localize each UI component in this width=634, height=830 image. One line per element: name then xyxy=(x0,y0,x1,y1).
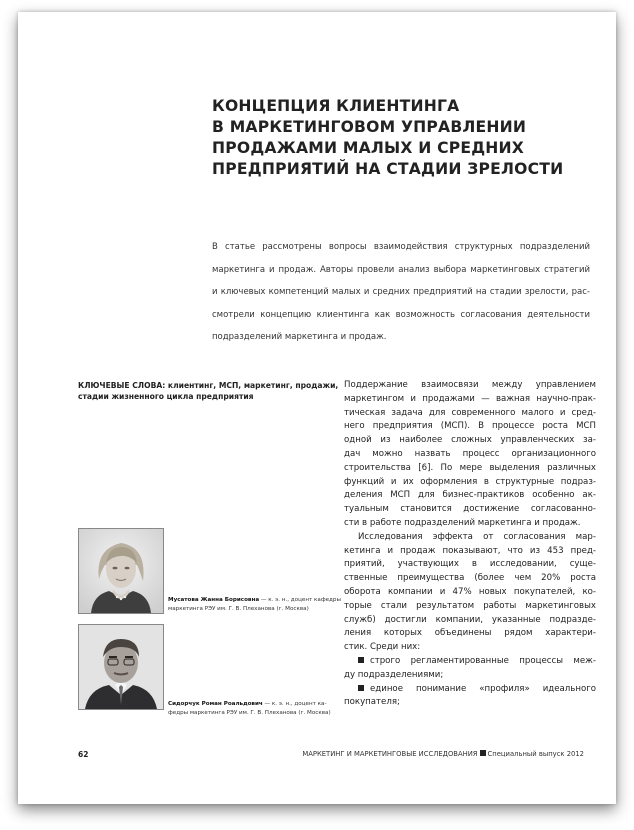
abstract-line: В статье рассмотрены вопросы взаимодействия структурных подразделений xyxy=(212,242,590,252)
bullet-text: единое понимание «профиля» идеального xyxy=(370,683,596,694)
body-line: маркетингом и продажами — важная научно-прак- xyxy=(344,393,596,404)
body-line: деления МСП для бизнес-практиков особенно ак- xyxy=(344,490,596,501)
author-info: маркетинга РЭУ им. Г. В. Плеханова (г. Москва) xyxy=(168,606,309,612)
author-photo-1 xyxy=(78,528,164,614)
body-line: Исследования эффекта от согласования мар- xyxy=(358,531,596,542)
body-text xyxy=(344,379,596,710)
issue-label: Специальный выпуск 2012 xyxy=(487,750,584,758)
author-caption-1 xyxy=(168,596,341,614)
author-info: — к. э. н., доцент кафедры xyxy=(259,597,341,603)
author-info: федры маркетинга РЭУ им. Г. В. Плеханова (г. Москва) xyxy=(168,710,331,716)
body-line: туальным становится достижение согласованно- xyxy=(344,504,596,515)
body-line: сти в работе подразделений маркетинга и продаж. xyxy=(344,517,581,528)
body-line: ления которых объединены рядом характери- xyxy=(344,628,596,639)
abstract xyxy=(212,236,590,349)
abstract-line: смотрели концепцию клиентинга как возможность согласования деятельности xyxy=(212,309,590,320)
author-photo-2 xyxy=(78,624,164,710)
body-line: функций и их оформления в структурные подраз- xyxy=(344,476,596,487)
square-separator-icon xyxy=(480,750,486,756)
title-line: КОНЦЕПЦИЯ КЛИЕНТИНГА xyxy=(212,97,460,115)
bullet-item xyxy=(344,683,596,697)
author-info: — к. э. н., доцент ка- xyxy=(262,701,327,707)
running-footer xyxy=(302,750,584,758)
page-number: 62 xyxy=(78,750,89,759)
keywords-line: стадии жизненного цикла предприятия xyxy=(78,392,254,401)
author-caption-2 xyxy=(168,700,338,718)
article-title xyxy=(212,96,592,180)
body-line: него предприятия (МСП). В процессе роста МСП xyxy=(344,421,596,432)
abstract-line: подразделений маркетинга и продаж. xyxy=(212,332,387,342)
journal-name: МАРКЕТИНГ И МАРКЕТИНГОВЫЕ ИССЛЕДОВАНИЯ xyxy=(302,750,478,758)
bullet-icon xyxy=(358,657,364,663)
abstract-line: и ключевых компетенций малых и средних предприятий на стадии зрелости, рас- xyxy=(212,287,590,297)
body-line: строительства [6]. По мере выделения различных xyxy=(344,462,596,473)
journal-page xyxy=(18,12,616,804)
bullet-text: строго регламентированные процессы меж- xyxy=(370,655,596,666)
abstract-line: маркетинга и продаж. Авторы провели анализ выбора маркетинговых стратегий xyxy=(212,264,590,275)
body-line: кетинга и продаж показывают, что из 453 пред- xyxy=(344,545,596,556)
body-line: покупателя; xyxy=(344,697,400,708)
author-name: Мусатова Жанна Борисовна xyxy=(168,597,260,603)
bullet-icon xyxy=(358,685,364,691)
title-line: ПРОДАЖАМИ МАЛЫХ И СРЕДНИХ xyxy=(212,139,525,157)
author-name: Сидорчук Роман Роальдович xyxy=(168,701,263,707)
body-line: тическая задача для современного малого и сред- xyxy=(344,407,596,418)
body-line: ственные преимущества (более чем 20% роста xyxy=(344,573,596,584)
body-line: торые стали результатом работы маркетинговых xyxy=(344,600,596,611)
body-line: стик. Среди них: xyxy=(344,642,421,653)
body-line: служб) достигли компании, указанные подразде- xyxy=(344,614,596,625)
body-line: Поддержание взаимосвязи между управлением xyxy=(344,380,596,390)
body-line: оборота компании и 47% новых покупателей, ко- xyxy=(344,586,596,597)
title-line: ПРЕДПРИЯТИЙ НА СТАДИИ ЗРЕЛОСТИ xyxy=(212,160,564,178)
keywords-line: КЛЮЧЕВЫЕ СЛОВА: клиентинг, МСП, маркетинг, продажи, xyxy=(78,381,339,390)
title-line: В МАРКЕТИНГОВОМ УПРАВЛЕНИИ xyxy=(212,118,527,136)
bullet-item xyxy=(344,655,596,669)
body-line: ду подразделениями; xyxy=(344,669,444,680)
body-line: приятий, участвующих в исследовании, суще- xyxy=(344,559,596,570)
keywords xyxy=(78,380,339,402)
body-line: дач можно назвать процесс организационного xyxy=(344,448,596,459)
body-line: одной из наиболее сложных управленческих за- xyxy=(344,435,596,446)
